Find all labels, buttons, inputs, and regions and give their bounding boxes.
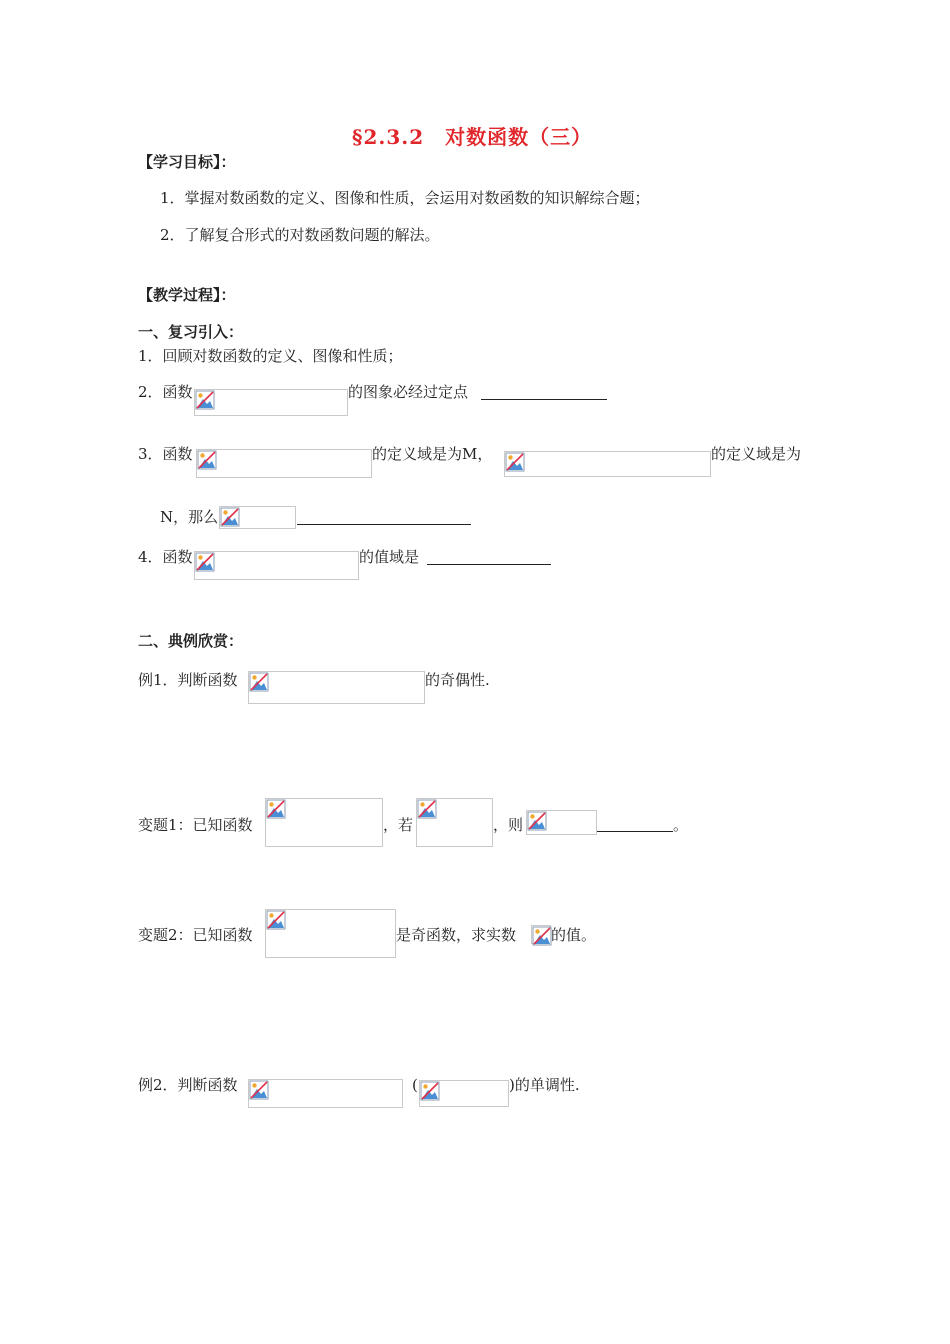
broken-image-icon <box>417 799 437 819</box>
variant2-mid: 是奇函数，求实数 <box>396 926 517 944</box>
variant1-mid2: ，则 <box>493 816 524 834</box>
example2-prefix: 例2．判断函数 <box>138 1076 238 1094</box>
review-q4-suffix: 的值域是 <box>359 548 420 566</box>
formula-image <box>416 798 493 847</box>
formula-image <box>265 798 383 847</box>
formula-image <box>419 1080 509 1107</box>
broken-image-icon <box>266 910 286 930</box>
broken-image-icon <box>527 811 547 831</box>
broken-image-icon <box>195 552 215 572</box>
review-q1: 1．回顾对数函数的定义、图像和性质； <box>138 347 403 365</box>
process-heading: 【教学过程】： <box>138 286 236 304</box>
variant1-mid1: ，若 <box>383 816 414 834</box>
variant2-suffix: 的值。 <box>551 926 597 944</box>
formula-image <box>526 810 597 835</box>
example1-suffix: 的奇偶性. <box>425 671 490 689</box>
example1-prefix: 例1．判断函数 <box>138 671 238 689</box>
broken-image-icon <box>195 390 215 410</box>
review-q3-prefix: 3．函数 <box>138 445 193 463</box>
page-title: §2.3.2 对数函数（三） <box>352 125 593 149</box>
formula-image <box>196 449 372 478</box>
review-q3-line2-prefix: N，那么 <box>160 508 219 526</box>
broken-image-icon <box>420 1081 440 1101</box>
formula-image <box>265 909 396 958</box>
broken-image-icon <box>249 1080 269 1100</box>
broken-image-icon <box>197 450 217 470</box>
broken-image-icon <box>505 452 525 472</box>
objectives-heading: 【学习目标】： <box>138 153 236 171</box>
example2-suffix: )的单调性. <box>509 1076 580 1094</box>
broken-image-icon <box>266 799 286 819</box>
variant1-end: 。 <box>673 816 689 834</box>
broken-image-icon <box>220 507 240 527</box>
answer-blank <box>427 564 551 565</box>
formula-image <box>194 389 348 416</box>
formula-image <box>531 925 551 944</box>
review-heading: 一、复习引入： <box>138 323 244 341</box>
formula-image <box>248 1079 403 1108</box>
review-q2-suffix: 的图象必经过定点 <box>348 383 469 401</box>
review-q4-prefix: 4．函数 <box>138 548 193 566</box>
review-q2-prefix: 2．函数 <box>138 383 193 401</box>
formula-image <box>504 451 711 477</box>
formula-image <box>248 671 425 704</box>
variant2-prefix: 变题2：已知函数 <box>138 926 253 944</box>
answer-blank <box>297 524 471 525</box>
review-q3-mid: 的定义域是为M， <box>372 445 493 463</box>
broken-image-icon <box>532 926 552 946</box>
formula-image <box>219 506 296 529</box>
formula-image <box>194 551 359 580</box>
review-q3-suffix: 的定义域是为 <box>711 445 802 463</box>
objective-item-2: 2．了解复合形式的对数函数问题的解法。 <box>160 226 440 244</box>
objective-item-1: 1．掌握对数函数的定义、图像和性质，会运用对数函数的知识解综合题； <box>160 189 650 207</box>
broken-image-icon <box>249 672 269 692</box>
example2-paren-open: ( <box>412 1076 418 1094</box>
variant1-prefix: 变题1：已知函数 <box>138 816 253 834</box>
answer-blank <box>597 831 673 832</box>
examples-heading: 二、典例欣赏： <box>138 632 244 650</box>
answer-blank <box>481 399 607 400</box>
